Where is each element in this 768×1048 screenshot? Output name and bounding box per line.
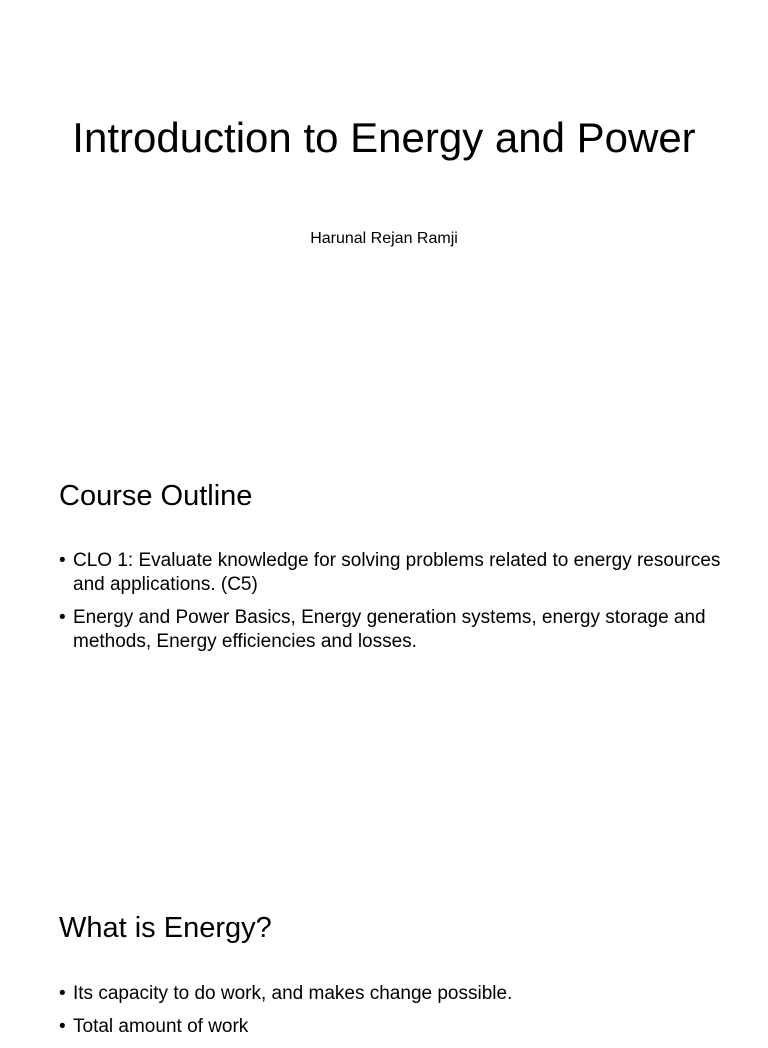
bullet-item [59, 606, 728, 654]
presentation-author: Harunal Rejan Ramji [310, 230, 458, 247]
bullet-item [59, 982, 728, 1006]
bullet-text: Energy and Power Basics, Energy generation systems, energy storage and methods, Energy efficiencies and losses. [73, 607, 706, 652]
presentation-title: Introduction to Energy and Power [72, 114, 696, 161]
bullet-list [59, 549, 728, 663]
bullet-item [59, 549, 728, 597]
bullet-text: Its capacity to do work, and makes change possible. [73, 983, 513, 1004]
slide-what-is-energy [0, 872, 768, 1037]
bullet-icon: • [59, 983, 66, 1004]
bullet-icon: • [59, 607, 66, 628]
slide-heading: What is Energy? [59, 912, 272, 944]
bullet-text: Total amount of work [73, 1016, 249, 1037]
slide-heading: Course Outline [59, 480, 253, 512]
bullet-list [59, 982, 728, 1048]
slide-title [0, 0, 768, 432]
bullet-icon: • [59, 1016, 66, 1037]
bullet-item [59, 1015, 728, 1039]
bullet-icon: • [59, 550, 66, 571]
slide-course-outline [0, 436, 768, 868]
bullet-text: CLO 1: Evaluate knowledge for solving problems related to energy resources and applications. (C5) [73, 550, 721, 595]
